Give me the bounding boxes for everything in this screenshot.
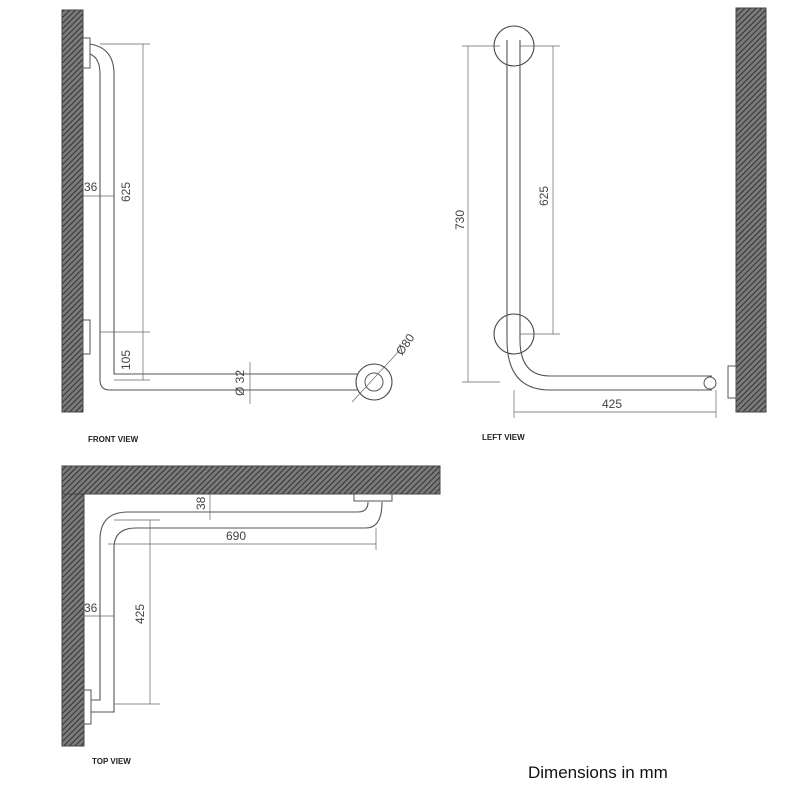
top-right-flange xyxy=(354,494,392,501)
front-view-label: FRONT VIEW xyxy=(88,435,139,444)
top-dim-425-label: 425 xyxy=(133,603,147,624)
left-view xyxy=(453,8,766,442)
left-view-label: LEFT VIEW xyxy=(482,433,525,442)
top-wall-vertical xyxy=(62,494,84,746)
left-bar-end xyxy=(704,377,716,389)
top-dim-38-label: 38 xyxy=(194,496,208,510)
top-view-label: TOP VIEW xyxy=(92,757,131,766)
left-dim-425-label: 425 xyxy=(602,397,623,411)
left-dim-730-label: 730 xyxy=(453,209,467,230)
left-dim-625-label: 625 xyxy=(537,185,551,206)
top-left-flange xyxy=(84,690,91,724)
front-dim-105-label: 105 xyxy=(119,349,133,370)
top-wall-horizontal xyxy=(62,466,440,494)
top-dim-36-label: 36 xyxy=(84,601,98,615)
front-dim-32-label: Ø 32 xyxy=(233,369,247,396)
front-dim-625-label: 625 xyxy=(119,181,133,202)
front-bar-inner xyxy=(90,54,360,390)
front-dim-36-label: 36 xyxy=(84,180,98,194)
left-wall-flange xyxy=(728,366,736,398)
front-lower-flange xyxy=(83,320,90,354)
left-wall xyxy=(736,8,766,412)
left-bar-inner xyxy=(520,40,712,376)
front-bar xyxy=(90,44,360,374)
left-bar-outer xyxy=(507,40,712,390)
dimensions-note: Dimensions in mm xyxy=(528,763,668,782)
front-top-flange xyxy=(83,38,90,68)
top-dim-690-label: 690 xyxy=(226,529,247,543)
front-end-flange-inner xyxy=(365,373,383,391)
front-view xyxy=(62,10,418,444)
front-wall xyxy=(62,10,83,412)
front-dim-80-label: Ø80 xyxy=(392,331,418,358)
top-view xyxy=(62,466,440,766)
